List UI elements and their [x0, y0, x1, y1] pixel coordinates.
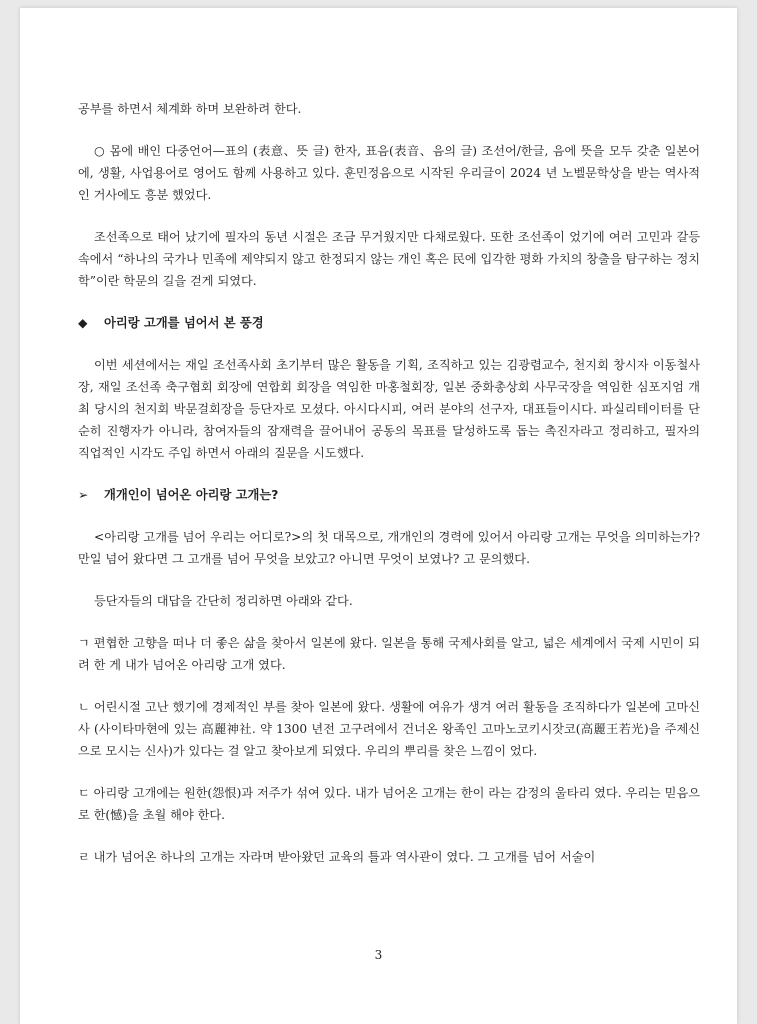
document-body: [78, 98, 700, 868]
answer-item-4: ㄹ 내가 넘어온 하나의 고개는 자라며 받아왔던 교육의 틀과 역사관이 였다. 그 고개를 넘어 서술이: [78, 850, 596, 864]
paragraph-question: <아리랑 고개를 넘어 우리는 어디로?>의 첫 대목으로, 개개인의 경력에 있어서 아리랑 고개는 무엇을 의미하는가? 만일 넘어 왔다면 그 고개를 넘어 무엇을 보았고? 아니면 무엇이 보였나? 고 문의했다.: [78, 530, 700, 566]
diamond-bullet-icon: ◆: [78, 316, 88, 330]
answer-item-3: ㄷ 아리랑 고개에는 원한(怨恨)과 저주가 섞여 있다. 내가 넘어온 고개는 한이 라는 감정의 울타리 였다. 우리는 믿음으로 한(憾)을 초월 해야 한다.: [78, 786, 700, 822]
paragraph-session-intro: 이번 세션에서는 재일 조선족사회 초기부터 많은 활동을 기획, 조직하고 있는 김광렴교수, 천지회 창시자 이동철사장, 재일 조선족 축구협회 회장에 연합회 회장을 역임한 마홍철회장, 일본 중화총상회 사무국장을 역임한 심포지엄 개최 당시의 천지회 박문걸회장을 등단자로 모셨다. 아시다시피, 여러 분야의 선구자, 대표들이시다. 파실리테이터를 단순히 진행자가 아니라, 참여자들의 잠재력을 끌어내어 공동의 목표를 달성하도록 돕는 촉진자라고 정리하고, 필자의 직업적인 시각도 주입 하면서 아래의 질문을 시도했다.: [78, 358, 700, 460]
paragraph-korean-chinese-background: 조선족으로 태어 났기에 필자의 동년 시절은 조금 무거웠지만 다채로웠다. 또한 조선족이 었기에 여러 고민과 갈등속에서 “하나의 국가나 민족에 제약되지 않고 한정되지 않는 개인 혹은 民에 입각한 평화 가치의 창출을 탐구하는 정치학”이란 학문의 길을 걷게 되였다.: [78, 230, 700, 288]
page-number: 3: [374, 948, 383, 962]
subheading-text: 개개인이 넘어온 아리랑 고개는?: [104, 488, 279, 502]
paragraph-multilingual: ○ 몸에 배인 다중언어—표의 (表意、뜻 글) 한자, 표음(表音、음의 글) 조선어/한글, 음에 뜻을 모두 갖춘 일본어에, 생활, 사업용어로 영어도 함께 사용하고 있다. 훈민정음으로 시작된 우리글이 2024 년 노벨문학상을 받는 역사적인 거사에도 흥분 했었다.: [78, 144, 700, 202]
answer-item-2: ㄴ 어린시절 고난 했기에 경제적인 부를 찾아 일본에 왔다. 생활에 여유가 생겨 여러 활동을 조직하다가 일본에 고마신사 (사이타마현에 있는 高麗神社. 약 1300 년전 고구려에서 건너온 왕족인 고마노코키시잣코(高麗王若光)을 주제신으로 모시는 신사)가 있다는 걸 알고 찾아보게 되였다. 우리의 뿌리를 찾은 느낌이 었다.: [78, 700, 700, 758]
document-page: [20, 8, 737, 1024]
answer-item-1: ㄱ 편협한 고향을 떠나 더 좋은 삶을 찾아서 일본에 왔다. 일본을 통해 국제사회를 알고, 넓은 세계에서 국제 시민이 되려 한 게 내가 넘어온 아리랑 고개 였다.: [78, 636, 700, 672]
section-heading-arirang: [78, 312, 700, 334]
arrow-bullet-icon: ➢: [78, 488, 89, 502]
section-heading-text: 아리랑 고개를 넘어서 본 풍경: [104, 316, 264, 330]
subheading-individual-pass: [78, 484, 700, 506]
paragraph-1: 공부를 하면서 체계화 하며 보완하려 한다.: [78, 102, 302, 116]
paragraph-summary-intro: 등단자들의 대답을 간단히 정리하면 아래와 같다.: [94, 594, 353, 608]
